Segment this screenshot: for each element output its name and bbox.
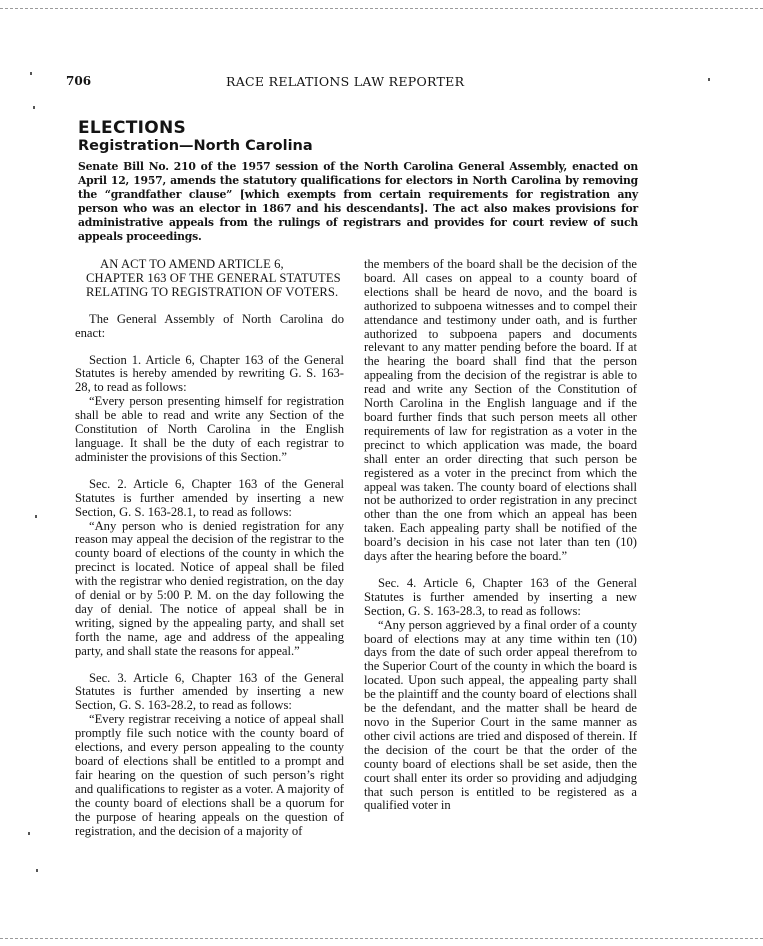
section-3-text: “Every registrar receiving a notice of appeal shall promptly file such notice with the county board of elections, and every person appealing to the county board of elections shall be entitled to a prompt and fair hearing on the question of such person’s right and qualifications to register as a voter. A majority of the county board of elections shall be a quorum for the purpose of hearing appeals on the question of registration, and the decision of a majority of [75, 712, 344, 838]
scan-speck [708, 78, 710, 81]
act-title: AN ACT TO AMEND ARTICLE 6, CHAPTER 163 OF THE GENERAL STATUTES RELATING TO REGISTRATION OF VOTERS. [86, 257, 341, 299]
scan-speck [28, 832, 30, 835]
section-2-intro: Sec. 2. Article 6, Chapter 163 of the General Statutes is further amended by inserting a new Section, G. S. 163-28.1, to read as follows: [75, 476, 344, 519]
headnote: Senate Bill No. 210 of the 1957 session of the North Carolina General Assembly, enacted on April 12, 1957, amends the statutory qualifications for electors in North Carolina by removing the “grandfather clause” [which exempts from certain requirements for registration any person who was an elector in 1867 and his descendants]. The act also makes provisions for administrative appeals from the rulings of registrars and provides for court review of such appeals proceedings. [78, 160, 638, 243]
section-4-text: “Any person aggrieved by a final order of a county board of elections may at any time within ten (10) days from the date of such order appeal therefrom to the Superior Court of the county in which the board is located. Upon such appeal, the appealing party shall be the plaintiff and the county board of elections shall be the defendant, and the matter shall be heard de novo in the Superior Court in the same manner as other civil actions are tried and disposed of therein. If the decision of the court be that the order of the county board of elections shall be set aside, then the court shall enter its order so providing and adjudging that such person is entitled to be registered as a qualified voter in [364, 617, 637, 813]
left-column [75, 258, 344, 838]
section-1-text: “Every person presenting himself for registration shall be able to read and write any Section of the Constitution of North Carolina in the English language. It shall be the duty of each registrar to administer the provisions of this Section.” [75, 394, 344, 464]
section-4-intro: Sec. 4. Article 6, Chapter 163 of the General Statutes is further amended by inserting a new Section, G. S. 163-28.3, to read as follows: [364, 575, 637, 618]
section-1-intro: Section 1. Article 6, Chapter 163 of the General Statutes is hereby amended by rewriting G. S. 163-28, to read as follows: [75, 352, 344, 395]
scan-speck [35, 515, 37, 518]
section-title: ELECTIONS [78, 118, 187, 138]
enacting-clause: The General Assembly of North Carolina do enact: [75, 311, 344, 340]
scan-speck [36, 869, 38, 872]
section-3-intro: Sec. 3. Article 6, Chapter 163 of the General Statutes is further amended by inserting a new Section, G. S. 163-28.2, to read as follows: [75, 670, 344, 713]
scan-edge-bottom [0, 938, 763, 939]
scan-speck [33, 106, 35, 109]
section-2-text: “Any person who is denied registration for any reason may appeal the decision of the registrar to the county board of elections of the county in which the precinct is located. Notice of appeal shall be filed with the registrar who denied registration, on the day of denial or by 5:00 P. M. on the day following the day of denial. The notice of appeal shall be in writing, signed by the appealing party, and shall set forth the name, age and address of the appealing party, and shall state the reasons for appeal.” [75, 518, 344, 658]
page-number: 706 [66, 74, 92, 88]
right-column [364, 258, 637, 813]
running-head: RACE RELATIONS LAW REPORTER [226, 74, 465, 89]
scan-edge-top [0, 8, 763, 9]
scan-speck [30, 72, 32, 75]
section-subtitle: Registration—North Carolina [78, 138, 313, 154]
section-3-continued: the members of the board shall be the decision of the board. All cases on appeal to a county board of elections shall be heard de novo, and the board is authorized to subpoena witnesses and to compel their attendance and testimony under oath, and is further authorized to subpoena papers and documents relevant to any matter pending before the board. If at the hearing the board shall find that the person appealing from the decision of the registrar is able to read and write any Section of the Constitution of North Carolina in the English language and if the board further finds that such person meets all other requirements of law for registration as a voter in the precinct to which application was made, the board shall enter an order directing that such person be registered as a voter in the precinct from which the appeal was taken. The county board of elections shall not be authorized to order registration in any precinct other than the one from which an appeal has been taken. Each appealing party shall be notified of the board’s decision in his case not later than ten (10) days after the hearing before the board.” [364, 257, 637, 564]
